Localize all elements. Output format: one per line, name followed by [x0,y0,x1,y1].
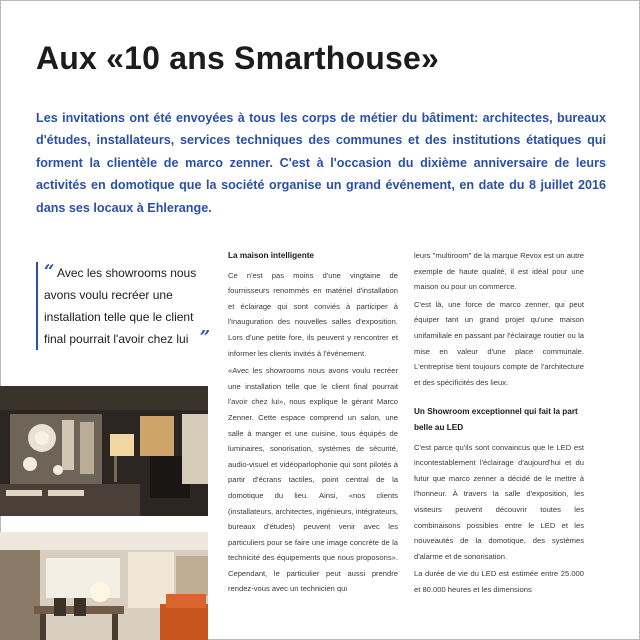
column-showroom [414,248,584,599]
pull-quote [36,262,214,350]
paragraph: La durée de vie du LED est estimée entre 25.000 et 80.000 heures et les dimensions [414,569,584,594]
paragraph: Ce n'est pas moins d'une vingtaine de fournisseurs renommés en matériel d'installation et éclairage qui sont conviés à participer à l'inauguration des nouvelles salles d'exposition. Lors d'une petite fore, ils peuvent y rencontrer et informer les clients invités à l'événement. [228,270,398,358]
paragraph: C'est là, une force de marco zenner, qui peut équiper tant un grand projet qu'une maison unifamiliale en passant par l'éclairage routier ou la mise en valeur d'une place communale. L'entreprise tient toujours compte de l'architecture et des spécificités des lieux. [414,299,584,387]
section-heading-maison: La maison intelligente [228,251,314,260]
paragraph: «Avec les showrooms nous avons voulu recréer une installation telle que le client final pourrait l'avoir chez lui», nous explique le gérant Marco Zenner. Cette espace comprend un salon, une salle à manger et une cuisine, tous équipés de luminaires, sonorisation, systèmes de sécurité, audio-visuel et vidéoparlophonie qui sont pilotés à partir d'écrans tactiles, point central de la domotique du lieu. Ainsi, «nos clients (installateurs, architectes, ingénieurs, intégrateurs, bureaux d'études) peuvent venir avec les particuliers pour se faire une image concrète de la technicité des équipements que nous proposons». Cependant, le particulier peut aussi prendre rendez-vous avec un technicien qui [228,366,398,594]
lead-paragraph: Les invitations ont été envoyées à tous les corps de métier du bâtiment: architectes, bureaux d'études, installateurs, services techniques des communes et des institutions étatiques qui forment la clientèle de marco zenner. C'est à l'occasion du dixième anniversaire de leurs activités en domotique que la société organise un grand événement, en date du 8 juillet 2016 dans ses locaux à Ehlerange. [36,111,606,215]
showroom-photo-1 [0,386,208,516]
column-maison-intelligente [228,248,398,599]
section-heading-showroom: Un Showroom exceptionnel qui fait la part belle au LED [414,407,578,432]
close-quote-mark: ” [199,327,211,348]
pull-quote-text: Avec les showrooms nous avons voulu recréer une installation telle que le client final pourrait l'avoir chez lui [44,266,197,346]
open-quote-mark: “ [44,261,55,282]
paragraph: C'est parce qu'ils sont convaincus que le LED est incontestablement l'éclairage d'aujourd'hui et du futur que marco zenner a décidé de le mettre à l'honneur. À travers la salle d'exposition, les visiteurs peuvent découvrir toutes les combinaisons possibles entre le LED et les nouveautés de la domotique, des systèmes d'alarme et de sonorisation. [414,442,584,561]
showroom-photo-2 [0,532,208,640]
paragraph: leurs "multiroom" de la marque Revox est un autre exemple de haute qualité, il est idéal pour une maison ou pour un commerce. [414,251,584,292]
page-title: Aux «10 ans Smarthouse» [36,40,439,76]
